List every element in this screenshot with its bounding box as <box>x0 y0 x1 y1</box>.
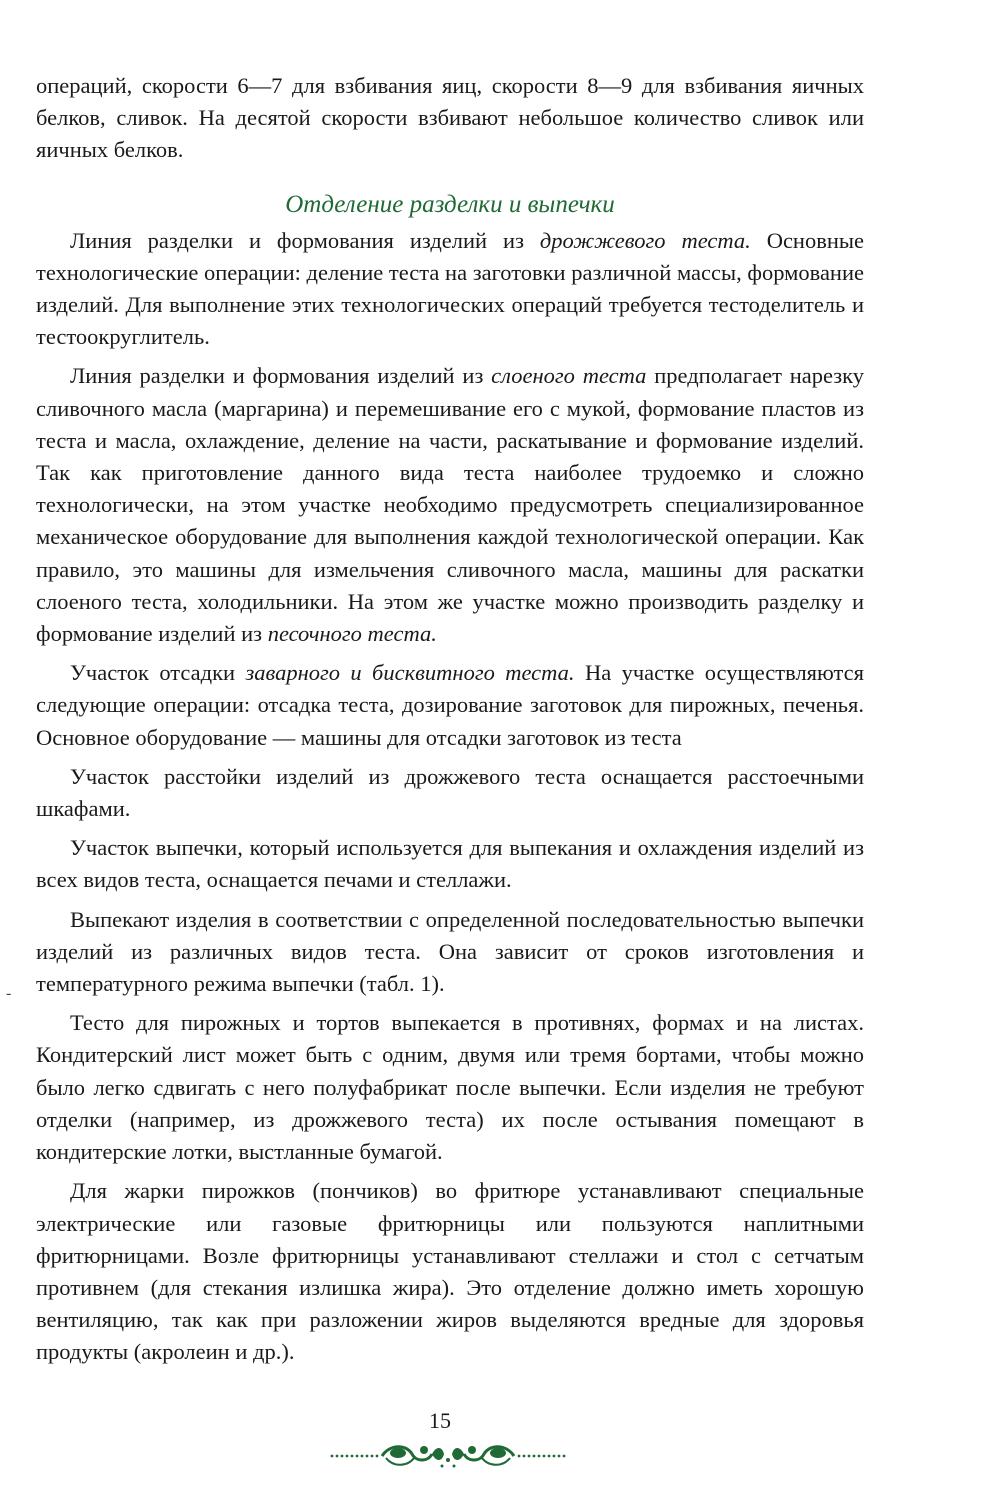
margin-mark: - <box>6 985 12 1002</box>
italic-term: дрожжевого теста. <box>539 227 751 253</box>
text-segment: предполагает нарезку сливочного масла (маргарина) и перемешивание его с мукой, формование пластов из теста и масла, охлаждение, деление на части, раскатывание и формование изделий. Так как приготовление данного вида теста наиболее трудоемко и сложно технологически, на этом участке необходимо предусмотреть специализированное механическое оборудование для выполнения каждой технологической операции. Как правило, это машины для измельчения сливочного масла, машины для раскатки слоеного теста, холодильники. На этом же участке можно производить разделку и формование изделий из <box>36 363 865 647</box>
text-segment: операций, скорости 6—7 для взбивания яиц, скорости 8—9 для взбивания яичных белков, сливок. На десятой скорости взбивают небольшое количество сливок или яичных белков. <box>36 73 864 163</box>
section-heading <box>36 189 864 221</box>
floral-ornament-icon <box>328 1436 568 1472</box>
paragraph-continuation <box>36 70 864 167</box>
paragraph-yeast-dough-line <box>36 225 864 354</box>
text-segment: Тесто для пирожных и тортов выпекается в противнях, формах и на листах. Кондитерский лист может быть с одним, двумя или тремя бортами, чтобы можно было легко сдвигать с него полуфабрикат после выпечки. Если изделия не требуют отделки (например, из дрожжевого теста) их после остывания помещают в кондитерские лотки, выстланные бумагой. <box>36 1010 864 1165</box>
text-segment: Участок выпечки, который используется для выпекания и охлаждения изделий из всех видов теста, оснащается печами и стеллажи. <box>36 835 864 893</box>
italic-term: песочного теста. <box>267 621 437 647</box>
paragraph-puff-pastry-line <box>36 360 864 650</box>
italic-term: слоеного теста <box>491 363 647 389</box>
paragraph-baking-trays <box>36 1007 864 1168</box>
text-segment: На участке осуществляются следующие операции: отсадка теста, дозирование заготовок для пирожных, печенья. Основное оборудование — машины для отсадки заготовок из теста <box>36 660 864 750</box>
text-segment: Основные технологические операции: деление теста на заготовки различной массы, формование изделий. Для выполнение этих технологических операций требуется тестоделитель и тестоокруглитель. <box>36 227 864 350</box>
text-segment: Линия разделки и формования изделий из <box>70 227 540 253</box>
paragraph-proofing-section <box>36 761 864 825</box>
text-segment: Линия разделки и формования изделий из <box>70 363 492 389</box>
heading-text: Отделение разделки и выпечки <box>285 190 615 218</box>
text-segment: Для жарки пирожков (пончиков) во фритюре устанавливают специальные электрические или газовые фритюрницы или пользуются наплитными фритюрницами. Возле фритюрницы устанавливают стеллажи и стол с сетчатым противнем (для стекания излишка жира). Это отделение должно иметь хорошую вентиляцию, так как при разложении жиров выделяются вредные для здоровья продукты (акролеин и др.). <box>36 1178 864 1365</box>
text-segment: Участок расстойки изделий из дрожжевого теста оснащается расстоечными шкафами. <box>36 763 864 822</box>
page-body <box>36 70 864 1369</box>
italic-term: заварного и бисквитного теста. <box>245 660 575 686</box>
paragraph-piping-section <box>36 657 864 754</box>
page-number: 15 <box>429 1408 451 1433</box>
paragraph-baking-order <box>36 904 864 1001</box>
text-segment: Участок отсадки <box>70 660 246 686</box>
text-segment: Выпекают изделия в соответствии с определенной последовательностью выпечки изделий из различных видов теста. Она зависит от сроков изготовления и температурного режима выпечки (табл. 1). <box>36 906 864 997</box>
paragraph-baking-section <box>36 832 864 896</box>
paragraph-deep-frying <box>36 1175 864 1368</box>
